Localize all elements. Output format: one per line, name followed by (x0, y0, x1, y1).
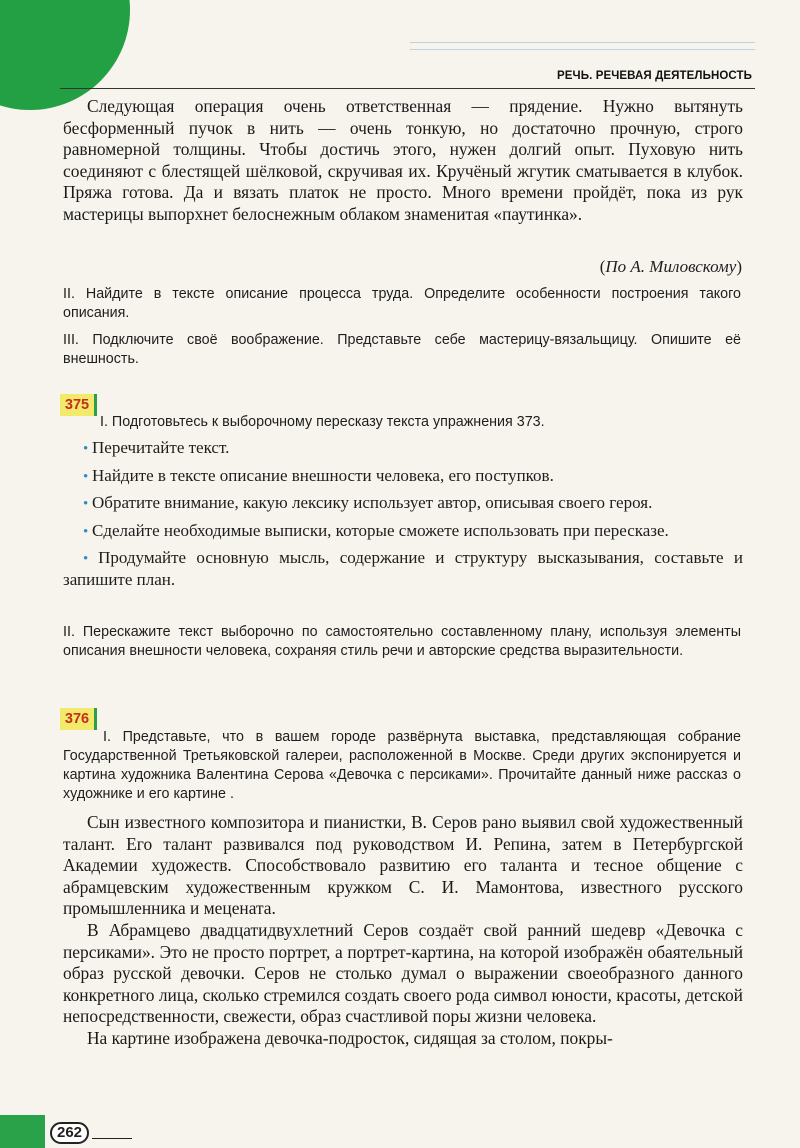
bullet-icon: • (83, 523, 93, 540)
list-item: • Найдите в тексте описание внешности человека, его поступков. (83, 465, 554, 485)
passage-text (63, 96, 743, 226)
bullet-icon: • (83, 441, 93, 457)
header-rule (60, 88, 755, 89)
list-item: • Обратите внимание, какую лексику использует автор, описывая своего героя. (83, 493, 653, 512)
exercise-number-376: 376 (60, 708, 97, 730)
exercise-375-heading: I. Подготовьтесь к выборочному пересказу текста упражнения 373. (100, 414, 545, 430)
list-item: • Продумайте основную мысль, содержание и структуру высказывания, составьте и запишите план. (63, 548, 743, 589)
story-paragraph: В Абрамцево двадцатидвухлетний Серов создаёт свой ранний шедевр «Девочка с персиками». Это не просто портрет, а портрет-картина, на которой изображён обаятельный образ русской девочки. Серов не столько думал о выражении своеобразного данного конкретного лица, сколько стремился создать своего рода символ юности, красоты, детской непосредственности, свежести, образ счастливой поры жизни человека. (63, 919, 743, 1027)
bullet-icon: • (83, 551, 99, 567)
story-paragraph: Сын известного композитора и пианистки, В. Серов рано выявил свой художественный талант. Его талант развивался под руководством И. Репина, затем в Петербургской Академии художеств. Способствовало развитию его таланта и тесное общение с абрамцевским художественным кружком С. И. Мамонтова, известного русского промышленника и мецената. (63, 812, 743, 919)
bullet-icon: • (83, 496, 93, 512)
footer-rule (92, 1138, 132, 1139)
list-item: • Сделайте необходимые выписки, которые сможете использовать при пересказе. (83, 520, 669, 540)
bullet-icon: • (83, 468, 93, 485)
passage-paragraph: Следующая операция очень ответственная — прядение. Нужно вытянуть бесформенный пучок в нить — очень тонкую, но достаточно прочную, строго равномерной толщины. Чтобы достичь этого, нужен долгий опыт. Пуховую нить соединяют с блестящей шёлковой, скручивая их. Кручёный жгутик сматывается в клубок. Пряжа готова. Да и вязать платок не просто. Много времени пройдёт, пока из рук мастерицы выпорхнет белоснежным облаком знаменитая «паутинка». (63, 96, 743, 224)
exercise-375-task-2: II. Перескажите текст выборочно по самостоятельно составленному плану, используя элементы описания внешности человека, сохраняя стиль речи и авторские средства выразительности. (63, 624, 741, 659)
task-2: II. Найдите в тексте описание процесса труда. Определите особенности построения такого описания. (63, 286, 741, 321)
story-text (63, 812, 743, 1050)
footer-decoration (0, 1115, 45, 1148)
running-head: РЕЧЬ. РЕЧЕВАЯ ДЕЯТЕЛЬНОСТЬ (557, 70, 752, 82)
task-3: III. Подключите своё воображение. Представьте себе мастерицу-вязальщицу. Опишите её внешность. (63, 332, 741, 367)
page-number: 262 (50, 1122, 89, 1144)
attribution-text: По А. Миловскому (605, 257, 737, 276)
attribution: (По А. Миловскому) (599, 257, 742, 276)
list-item: • Перечитайте текст. (83, 438, 230, 457)
top-decorative-rules (410, 42, 755, 56)
story-paragraph: На картине изображена девочка-подросток, сидящая за столом, покры- (87, 1027, 613, 1048)
exercise-number-375: 375 (60, 394, 97, 416)
exercise-376-heading: I. Представьте, что в вашем городе развёрнута выставка, представляющая собрание Государственной Третьяковской галереи, расположенной в Москве. Среди других экспонируется и картина художника Валентина Серова «Девочка с персиками». Прочитайте данный ниже рассказ о художнике и его картине . (63, 729, 741, 802)
exercise-375-bullets (63, 438, 743, 596)
corner-decoration (0, 0, 130, 110)
